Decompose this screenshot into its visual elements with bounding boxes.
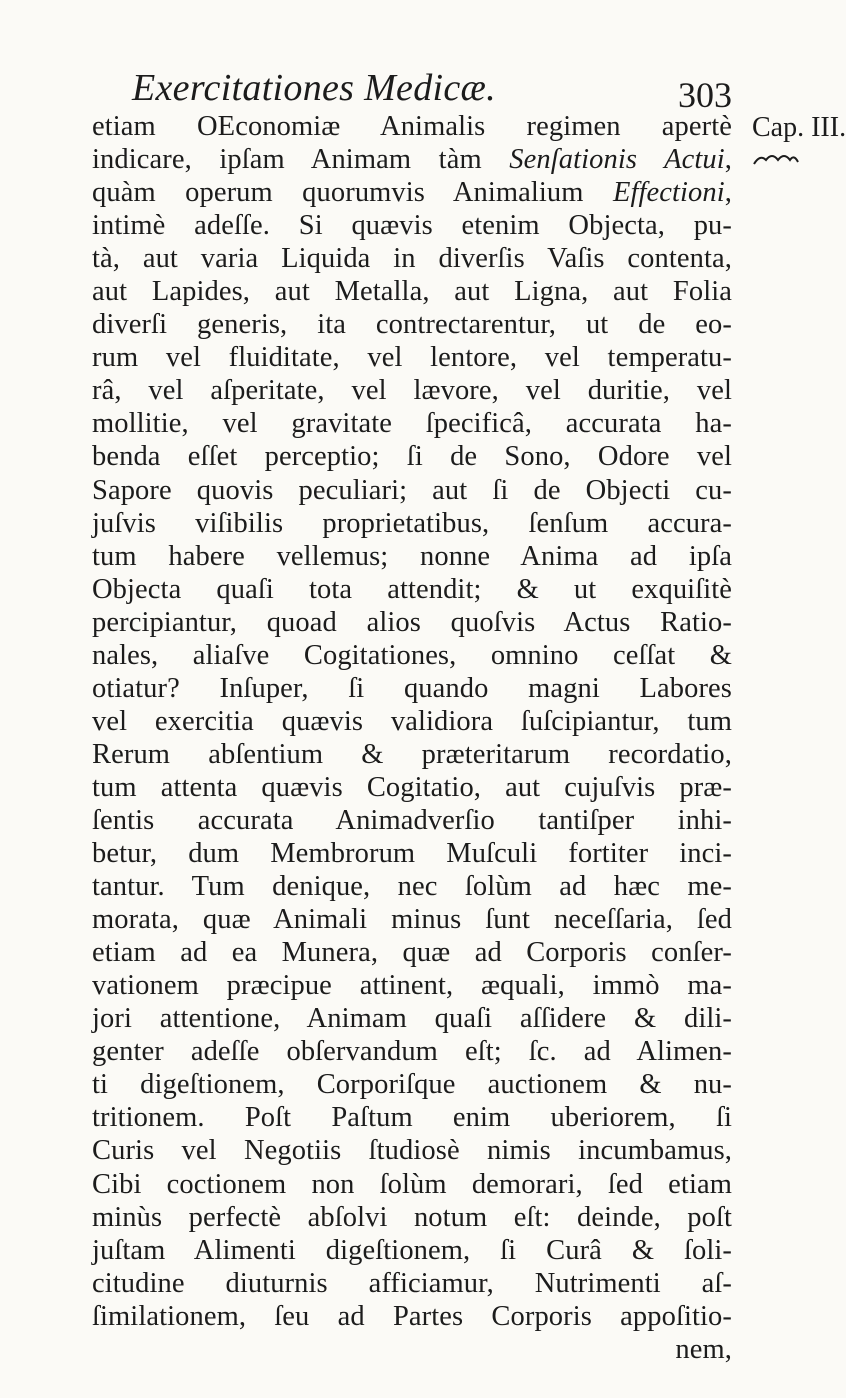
text-line: Cibi coctionem non ſolùm demorari, ſed etiam — [92, 1168, 732, 1200]
ornament-icon — [752, 148, 800, 168]
text-line: ſentis accurata Animadverſio tantiſper inhi- — [92, 804, 732, 836]
text-line: etiam OEconomiæ Animalis regimen apertè — [92, 111, 732, 142]
text-line: betur, dum Membrorum Muſculi fortiter inci- — [92, 838, 732, 870]
text-line: tantur. Tum denique, nec ſolùm ad hæc me- — [92, 871, 732, 903]
text-line: minùs perfectè abſolvi notum eſt: deinde, poſt — [92, 1201, 732, 1233]
text-line: quàm operum quorumvis Animalium Effectioni, — [92, 177, 732, 209]
text-line: Curis vel Negotiis ſtudiosè nimis incumbamus, — [92, 1135, 732, 1167]
text-line: jori attentione, Animam quaſi aſſidere & dili- — [92, 1003, 732, 1035]
text-line: Rerum abſentium & præteritarum recordatio, — [92, 738, 732, 770]
text-line: juſvis viſibilis proprietatibus, ſenſum accura- — [92, 507, 732, 539]
text-line: Objecta quaſi tota attendit; & ut exquiſitè — [92, 573, 732, 605]
text-line: râ, vel aſperitate, vel lævore, vel duritie, vel — [92, 375, 732, 407]
text-line: genter adeſſe obſervandum eſt; ſc. ad Alimen- — [92, 1036, 732, 1068]
text-line: etiam ad ea Munera, quæ ad Corporis conſer- — [92, 937, 732, 969]
text-line: aut Lapides, aut Metalla, aut Ligna, aut Folia — [92, 276, 732, 308]
text-line: Sapore quovis peculiari; aut ſi de Objecti cu- — [92, 474, 732, 506]
text-line: indicare, ipſam Animam tàm Senſationis Actui, — [92, 144, 732, 176]
body-text — [92, 110, 732, 1366]
text-line: tum habere vellemus; nonne Anima ad ipſa — [92, 540, 732, 572]
text-line: mollitie, vel gravitate ſpecificâ, accurata ha- — [92, 408, 732, 440]
text-line: morata, quæ Animali minus ſunt neceſſaria, ſed — [92, 904, 732, 936]
text-line: rum vel fluiditate, vel lentore, vel temperatu- — [92, 342, 732, 374]
text-line: nem, — [675, 1333, 732, 1365]
text-line: otiatur? Inſuper, ſi quando magni Labores — [92, 672, 732, 704]
text-line: vationem præcipue attinent, æquali, immò ma- — [92, 970, 732, 1002]
text-line: juſtam Alimenti digeſtionem, ſi Curâ & ſoli- — [92, 1234, 732, 1266]
text-line: diverſi generis, ita contrectarentur, ut de eo- — [92, 309, 732, 341]
text-line: percipiantur, quoad alios quoſvis Actus Ratio- — [92, 606, 732, 638]
chapter-marginal-note: Cap. III. — [752, 112, 846, 143]
text-line: tum attenta quævis Cogitatio, aut cujuſvis præ- — [92, 771, 732, 803]
text-line: tà, aut varia Liquida in diverſis Vaſis contenta, — [92, 243, 732, 275]
text-line: ti digeſtionem, Corporiſque auctionem & nu- — [92, 1069, 732, 1101]
page-number: 303 — [678, 75, 732, 115]
text-line: tritionem. Poſt Paſtum enim uberiorem, ſi — [92, 1102, 732, 1134]
running-title: Exercitationes Medicæ. — [132, 67, 496, 109]
text-line: intimè adeſſe. Si quævis etenim Objecta, pu- — [92, 210, 732, 242]
text-line: ſimilationem, ſeu ad Partes Corporis appoſitio- — [92, 1300, 732, 1332]
page-header — [132, 66, 732, 116]
text-line: nales, aliaſve Cogitationes, omnino ceſſat & — [92, 639, 732, 671]
text-line: citudine diuturnis afficiamur, Nutrimenti aſ- — [92, 1267, 732, 1299]
text-line: vel exercitia quævis validiora ſuſcipiantur, tum — [92, 705, 732, 737]
text-line: benda eſſet perceptio; ſi de Sono, Odore vel — [92, 441, 732, 473]
